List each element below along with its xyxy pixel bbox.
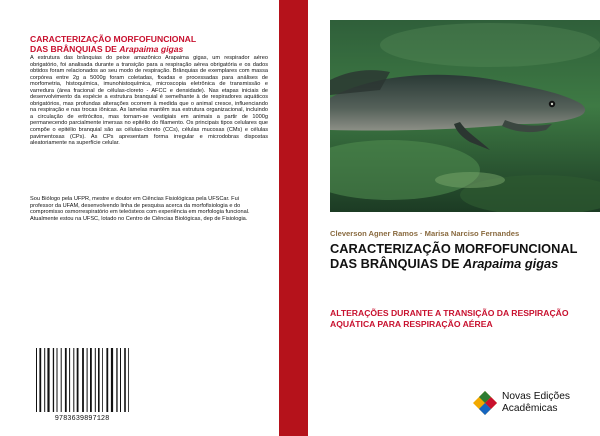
barcode-bar bbox=[106, 348, 108, 412]
isbn-digits: 9783639897128 bbox=[54, 415, 110, 423]
barcode-bar bbox=[87, 348, 88, 412]
barcode-bar bbox=[57, 348, 58, 412]
barcode-bar bbox=[102, 348, 103, 412]
front-title-main: CARACTERIZAÇÃO MORFOFUNCIONAL DAS BRÂNQUIAS DE bbox=[330, 241, 578, 271]
barcode-bar bbox=[82, 348, 84, 412]
barcode-bar bbox=[47, 348, 49, 412]
isbn-barcode bbox=[30, 344, 135, 423]
barcode-bar bbox=[36, 348, 37, 412]
publisher-logo-icon bbox=[472, 390, 498, 416]
publisher-name bbox=[502, 391, 570, 414]
barcode-bar bbox=[116, 348, 117, 412]
barcode-bar bbox=[69, 348, 70, 412]
barcode-bar bbox=[53, 348, 54, 412]
front-subtitle: ALTERAÇÕES DURANTE A TRANSIÇÃO DA RESPIRAÇÃO AQUÁTICA PARA RESPIRAÇÃO AÉREA bbox=[330, 308, 569, 329]
front-title-species: Arapaima gigas bbox=[462, 255, 559, 271]
barcode-bar bbox=[44, 348, 45, 412]
barcode-bar bbox=[111, 348, 113, 412]
barcode-bar bbox=[120, 348, 121, 412]
barcode-bar bbox=[73, 348, 74, 412]
back-title-line1: CARACTERIZAÇÃO MORFOFUNCIONAL bbox=[30, 34, 197, 44]
barcode-bar bbox=[77, 348, 79, 412]
publisher-line2: Acadêmicas bbox=[502, 402, 558, 414]
barcode-bar bbox=[90, 348, 92, 412]
back-title-species: Arapaima gigas bbox=[119, 44, 184, 54]
publisher-block bbox=[472, 388, 592, 420]
book-spine bbox=[279, 0, 308, 436]
cover-fish-photo bbox=[330, 20, 600, 212]
abstract-text: A estrutura das brânquias do peixe amazônico Arapaima gigas, um respirador aéreo obrigatório, foi analisada durante a transição para a respiração aérea obrigatória e os dados obtidos foram relacionados ao seu modo de respiração. Brânquias de exemplares com massa corpórea entre 2g a 5000g foram coletadas, fixadas e processadas para análises de morfometria, histoquímica, imunohistoquímica, microscopia eletrônica de transmissão e varredura (área fracional de células-cloreto - AFCC e densidade). Nas etapas iniciais de desenvolvimento da espécie a estrutura branquial é semelhante à de respiradores aquáticos obrigatórios, mas profundas alterações ocorrem à medida que o animal cresce, influenciando na respiração e nas trocas iônicas. As lamelas mantêm sua estrutura organizacional, incluindo a circulação de eritrócitos, mas tornam-se vestigiais em animais a partir de 1000g permanecendo parcialmente imersas no epitélio do filamento. Os principais tipos celulares que compõe o epitélio branquial são as células-cloreto (CCs), células mucosas (CMs) e células pavimentosas (CPs). As CPs apresentam forma irregular e microdobras dispostas aleatoriamente na superfície celular. bbox=[30, 55, 268, 147]
author-bio: Sou Biólogo pela UFPR, mestre e doutor em Ciências Fisiológicas pela UFSCar. Fui professor da UFAM, desenvolvendo linha de pesquisa acerca da morfofisiologia e do compromisso osmorrespiratório em teleósteos com experiência em morfologia funcional. Atualmente estou na UFSC, lotado no Centro de Ciências Biológicas, dep de Fisiologia. bbox=[30, 196, 250, 222]
front-title bbox=[330, 242, 590, 271]
back-title-line2: DAS BRÂNQUIAS DE bbox=[30, 44, 120, 54]
barcode-bar bbox=[98, 348, 100, 412]
barcode-bar bbox=[39, 348, 41, 412]
barcode-bar bbox=[95, 348, 96, 412]
publisher-line1: Novas Edições bbox=[502, 391, 570, 402]
front-authors: Cleverson Agner Ramos · Marisa Narciso Fernandes bbox=[330, 229, 520, 238]
barcode-bar bbox=[65, 348, 67, 412]
barcode-bar bbox=[124, 348, 126, 412]
barcode-bar bbox=[128, 348, 129, 412]
barcode-bar bbox=[61, 348, 62, 412]
back-cover-title bbox=[30, 34, 270, 54]
